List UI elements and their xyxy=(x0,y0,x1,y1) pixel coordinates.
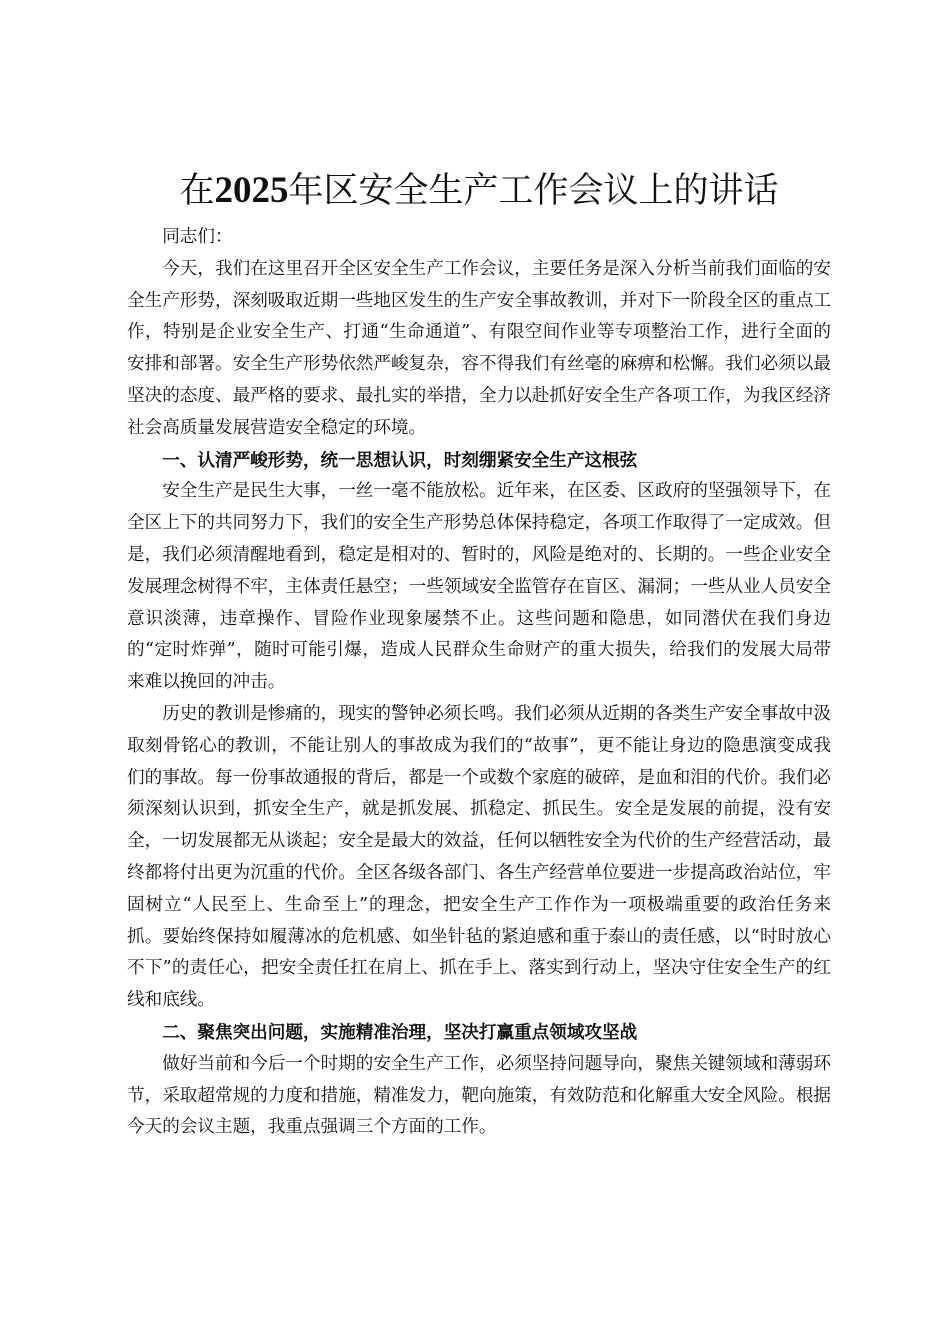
title-prefix: 在 xyxy=(179,171,215,211)
section-heading-2: 二、聚焦突出问题，实施精准治理，坚决打赢重点领域攻坚战 xyxy=(162,1021,638,1043)
paragraph-section1-a: 安全生产是民生大事，一丝一毫不能放松。近年来，在区委、区政府的坚强领导下，在全区上下的共同努力下，我们的安全生产形势总体保持稳定，各项工作取得了一定成效。但是，我们必须清醒地看到，稳定是相对的、暂时的，风险是绝对的、长期的。一些企业安全发展理念树得不牢，主体责任悬空；一些领域安全监管存在盲区、漏洞；一些从业人员安全意识淡薄，违章操作、冒险作业现象屡禁不止。这些问题和隐患，如同潜伏在我们身边的“定时炸弹”，随时可能引爆，造成人民群众生命财产的重大损失，给我们的发展大局带来难以挽回的冲击。 xyxy=(127,481,831,693)
document-body xyxy=(127,168,831,1144)
document-title xyxy=(127,168,831,214)
paragraph-section2-a: 做好当前和今后一个时期的安全生产工作，必须坚持问题导向，聚焦关键领域和薄弱环节，采取超常规的力度和措施，精准发力，靶向施策，有效防范和化解重大安全风险。根据今天的会议主题，我重点强调三个方面的工作。 xyxy=(127,1053,831,1138)
paragraph-section1-b: 历史的教训是惨痛的，现实的警钟必须长鸣。我们必须从近期的各类生产安全事故中汲取刻骨铭心的教训，不能让别人的事故成为我们的“故事”，更不能让身边的隐患演变成我们的事故。每一份事故通报的背后，都是一个或数个家庭的破碎，是血和泪的代价。我们必须深刻认识到，抓安全生产，就是抓发展、抓稳定、抓民生。安全是发展的前提，没有安全，一切发展都无从谈起；安全是最大的效益，任何以牺牲安全为代价的生产经营活动，最终都将付出更为沉重的代价。全区各级各部门、各生产经营单位要进一步提高政治站位，牢固树立“人民至上、生命至上”的理念，把安全生产工作作为一项极端重要的政治任务来抓。要始终保持如履薄冰的危机感、如坐针毡的紧迫感和重于泰山的责任感，以“时时放心不下”的责任心，把安全责任扛在肩上、抓在手上、落实到行动上，坚决守住安全生产的红线和底线。 xyxy=(127,703,831,1011)
paragraph-intro: 今天，我们在这里召开全区安全生产工作会议，主要任务是深入分析当前我们面临的安全生产形势，深刻吸取近期一些地区发生的生产安全事故教训，并对下一阶段全区的重点工作，特别是企业安全生产、打通“生命通道”、有限空间作业等专项整治工作，进行全面的安排和部署。安全生产形势依然严峻复杂，容不得我们有丝毫的麻痹和松懈。我们必须以最坚决的态度、最严格的要求、最扎实的举措，全力以赴抓好安全生产各项工作，为我区经济社会高质量发展营造安全稳定的环境。 xyxy=(127,258,831,438)
title-year: 2025 xyxy=(214,170,289,211)
section-heading-1: 一、认清严峻形势，统一思想认识，时刻绷紧安全生产这根弦 xyxy=(162,449,638,471)
title-suffix: 年区安全生产工作会议上的讲话 xyxy=(288,171,779,211)
salutation: 同志们： xyxy=(162,227,233,247)
